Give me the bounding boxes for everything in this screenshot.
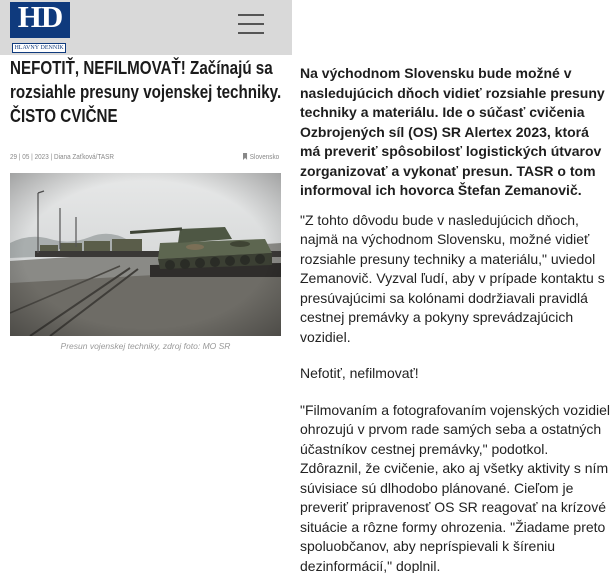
article-lead: Na východnom Slovensku bude možné v nasledujúcich dňoch vidieť rozsiahle presuny techniky a materiálu. Ide o súčasť cvičenia Ozbrojených síl (OS) SR Alertex 2023, ktorá má preveriť spôsobilosť logistických útvarov zorganizovať a vykonať presun. TASR o tom informoval ich hovorca Štefan Zemanovič.: [300, 65, 605, 198]
article-meta: 29 | 05 | 2023 | Diana Zaťková/TASR: [10, 152, 114, 161]
image-caption: Presun vojenskej techniky, zdroj foto: MO SR: [60, 341, 231, 351]
article-subheading: Nefotiť, nefilmovať!: [300, 365, 419, 381]
article-paragraph: "Filmovaním a fotografovaním vojenských vozidiel ohrozujú v prvom rade samých seba a ostatných účastníkov cestnej premávky," podotkol. Zdôraznil, že cvičenie, ako aj všetky aktivity s ním súvisiace sú dlhodobo plánované. Cieľom je preveriť pripravenosť OS SR reagovať na krízové situácie a rôzne formy ohrozenia. "Žiadame preto spoluobčanov, aby nepríspievali k šíreniu dezinformácií," doplnil.: [300, 401, 610, 573]
site-header: [0, 0, 292, 55]
logo-mark: HD: [10, 2, 70, 38]
bookmark-icon: [243, 153, 247, 160]
category-label: Slovensko: [249, 152, 280, 161]
article-image: [10, 173, 281, 336]
left-column: [0, 0, 292, 573]
site-logo[interactable]: [10, 2, 70, 54]
article-paragraph: "Z tohto dôvodu bude v nasledujúcich dňoch, najmä na východnom Slovensku, možné vidieť rozsiahle presuny techniky a materiálu," uviedol Zemanovič. Vyzval ľudí, aby v prípade kontaktu s presúvajúcimi sa kolónami dodržiavali pravidlá cestnej premávky a pokyny sprevádzajúcich vozidiel.: [300, 211, 605, 345]
article-body: [300, 64, 612, 573]
logo-subtext: HLAVNÝ DENNÍK: [12, 43, 66, 53]
category-link[interactable]: [243, 152, 279, 161]
menu-icon[interactable]: [238, 12, 264, 36]
article-title: NEFOTIŤ, NEFILMOVAŤ! Začínajú sa rozsiahle presuny vojenskej techniky. ČISTO CVIČNE: [10, 57, 282, 126]
